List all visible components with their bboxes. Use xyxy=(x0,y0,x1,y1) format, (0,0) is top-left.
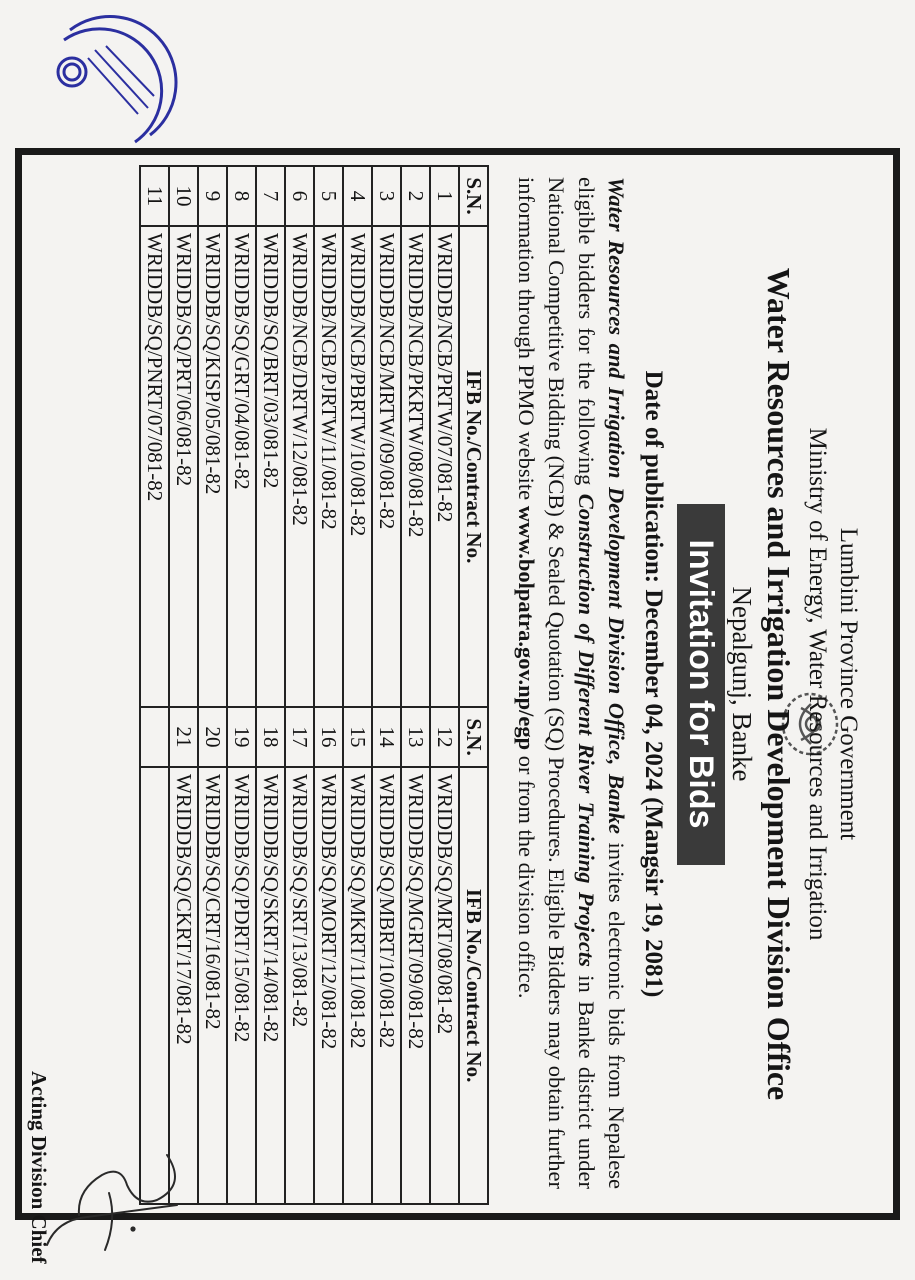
table-row xyxy=(227,166,256,1204)
publication-date: Date of publication: December 04, 2024 (Mangsir 19, 2081) xyxy=(640,370,667,998)
body-text-part-3: or from the division office. xyxy=(514,750,539,999)
table-row xyxy=(198,166,227,1204)
province-name: Lumbini Province Government xyxy=(835,527,862,841)
contract-no-cell: WRIDDB/SQ/PNRT/07/081-82 xyxy=(140,226,169,707)
sn-cell: 16 xyxy=(314,707,343,767)
sn-cell: 13 xyxy=(401,707,430,767)
notice-title: Invitation for Bids xyxy=(677,504,725,865)
contract-table xyxy=(139,165,489,1205)
contract-no-cell: WRIDDB/SQ/SRT/13/081-82 xyxy=(285,767,314,1204)
sn-cell: 12 xyxy=(430,707,459,767)
column-header-sn: S.N. xyxy=(459,707,488,767)
table-row xyxy=(343,166,372,1204)
table-header-row xyxy=(459,166,488,1204)
notice-body xyxy=(511,177,631,1189)
contract-no-cell: WRIDDB/NCB/PJRTW/11/081-82 xyxy=(314,226,343,707)
sn-cell: 10 xyxy=(169,166,198,226)
contract-no-cell: WRIDDB/SQ/CRT/16/081-82 xyxy=(198,767,227,1204)
table-row xyxy=(430,166,459,1204)
contract-no-cell: WRIDDB/NCB/MRTW/09/081-82 xyxy=(372,226,401,707)
sn-cell: 9 xyxy=(198,166,227,226)
contract-no-cell: WRIDDB/NCB/PRTW/07/081-82 xyxy=(430,226,459,707)
contract-no-cell: WRIDDB/SQ/PRT/06/081-82 xyxy=(169,226,198,707)
contract-no-cell: WRIDDB/SQ/PDRT/15/081-82 xyxy=(227,767,256,1204)
office-seal-stamp-icon xyxy=(50,10,190,155)
contract-no-cell: WRIDDB/SQ/BRT/03/081-82 xyxy=(256,226,285,707)
contract-no-cell: WRIDDB/SQ/MORT/12/081-82 xyxy=(314,767,343,1204)
sn-cell: 20 xyxy=(198,707,227,767)
ministry-name: Ministry of Energy, Water Resources and Irrigation xyxy=(804,427,831,941)
office-title: Water Resources and Irrigation Development Division Office xyxy=(761,267,797,1101)
table-row xyxy=(256,166,285,1204)
contract-no-cell: WRIDDB/SQ/MRT/08/081-82 xyxy=(430,767,459,1204)
contract-no-cell: WRIDDB/SQ/SKRT/14/081-82 xyxy=(256,767,285,1204)
sn-cell: 8 xyxy=(227,166,256,226)
body-text-part-1: invites electronic bids from Nepalese eligible bidders for the following xyxy=(574,177,629,1189)
sn-cell: 17 xyxy=(285,707,314,767)
sn-cell: 3 xyxy=(372,166,401,226)
contract-no-cell: WRIDDB/NCB/PBRTW/10/081-82 xyxy=(343,226,372,707)
signatory-title: Acting Division Chief xyxy=(27,1071,51,1264)
contract-no-cell xyxy=(140,767,169,1204)
sn-cell: 18 xyxy=(256,707,285,767)
contract-no-cell: WRIDDB/SQ/KISP/05/081-82 xyxy=(198,226,227,707)
project-name: Construction of Different River Training Projects xyxy=(574,493,599,967)
table-row xyxy=(285,166,314,1204)
notice-frame xyxy=(15,148,900,1264)
contract-no-cell: WRIDDB/SQ/MBRT/10/081-82 xyxy=(372,767,401,1204)
sn-cell: 2 xyxy=(401,166,430,226)
table-row xyxy=(140,166,169,1204)
handwritten-signature-icon xyxy=(37,1145,197,1265)
table-row xyxy=(401,166,430,1204)
issuing-office: Water Resources and Irrigation Development Division Office, Banke xyxy=(604,177,629,834)
contract-no-cell: WRIDDB/SQ/GRT/04/081-82 xyxy=(227,226,256,707)
contract-no-cell: WRIDDB/SQ/MGRT/09/081-82 xyxy=(401,767,430,1204)
body-text-part-2: in Banke district under National Competitive Bidding (NCB) & Sealed Quotation (SQ) Procedures. Eligible Bidders may obtain further information through PPMO website xyxy=(514,177,599,1189)
table-row xyxy=(372,166,401,1204)
sn-cell: 6 xyxy=(285,166,314,226)
column-header-ifb: IFB No./Contract No. xyxy=(459,226,488,707)
table-row xyxy=(314,166,343,1204)
sn-cell: 4 xyxy=(343,166,372,226)
sn-cell: 15 xyxy=(343,707,372,767)
sn-cell xyxy=(140,707,169,767)
sn-cell: 11 xyxy=(140,166,169,226)
sn-cell: 14 xyxy=(372,707,401,767)
contract-no-cell: WRIDDB/NCB/PKRTW/08/081-82 xyxy=(401,226,430,707)
website-link[interactable]: www.bolpatra.gov.np/egp xyxy=(514,505,539,751)
contract-no-cell: WRIDDB/SQ/MKRT/11/081-82 xyxy=(343,767,372,1204)
table-row xyxy=(169,166,198,1204)
sn-cell: 5 xyxy=(314,166,343,226)
sn-cell: 19 xyxy=(227,707,256,767)
sn-cell: 7 xyxy=(256,166,285,226)
sn-cell: 1 xyxy=(430,166,459,226)
office-location: Nepalgunj, Banke xyxy=(727,586,757,782)
contract-no-cell: WRIDDB/NCB/DRTW/12/081-82 xyxy=(285,226,314,707)
title-banner xyxy=(677,155,725,1213)
column-header-sn: S.N. xyxy=(459,166,488,226)
sn-cell: 21 xyxy=(169,707,198,767)
contract-no-cell: WRIDDB/SQ/CKRT/17/081-82 xyxy=(169,767,198,1204)
column-header-ifb: IFB No./Contract No. xyxy=(459,767,488,1204)
